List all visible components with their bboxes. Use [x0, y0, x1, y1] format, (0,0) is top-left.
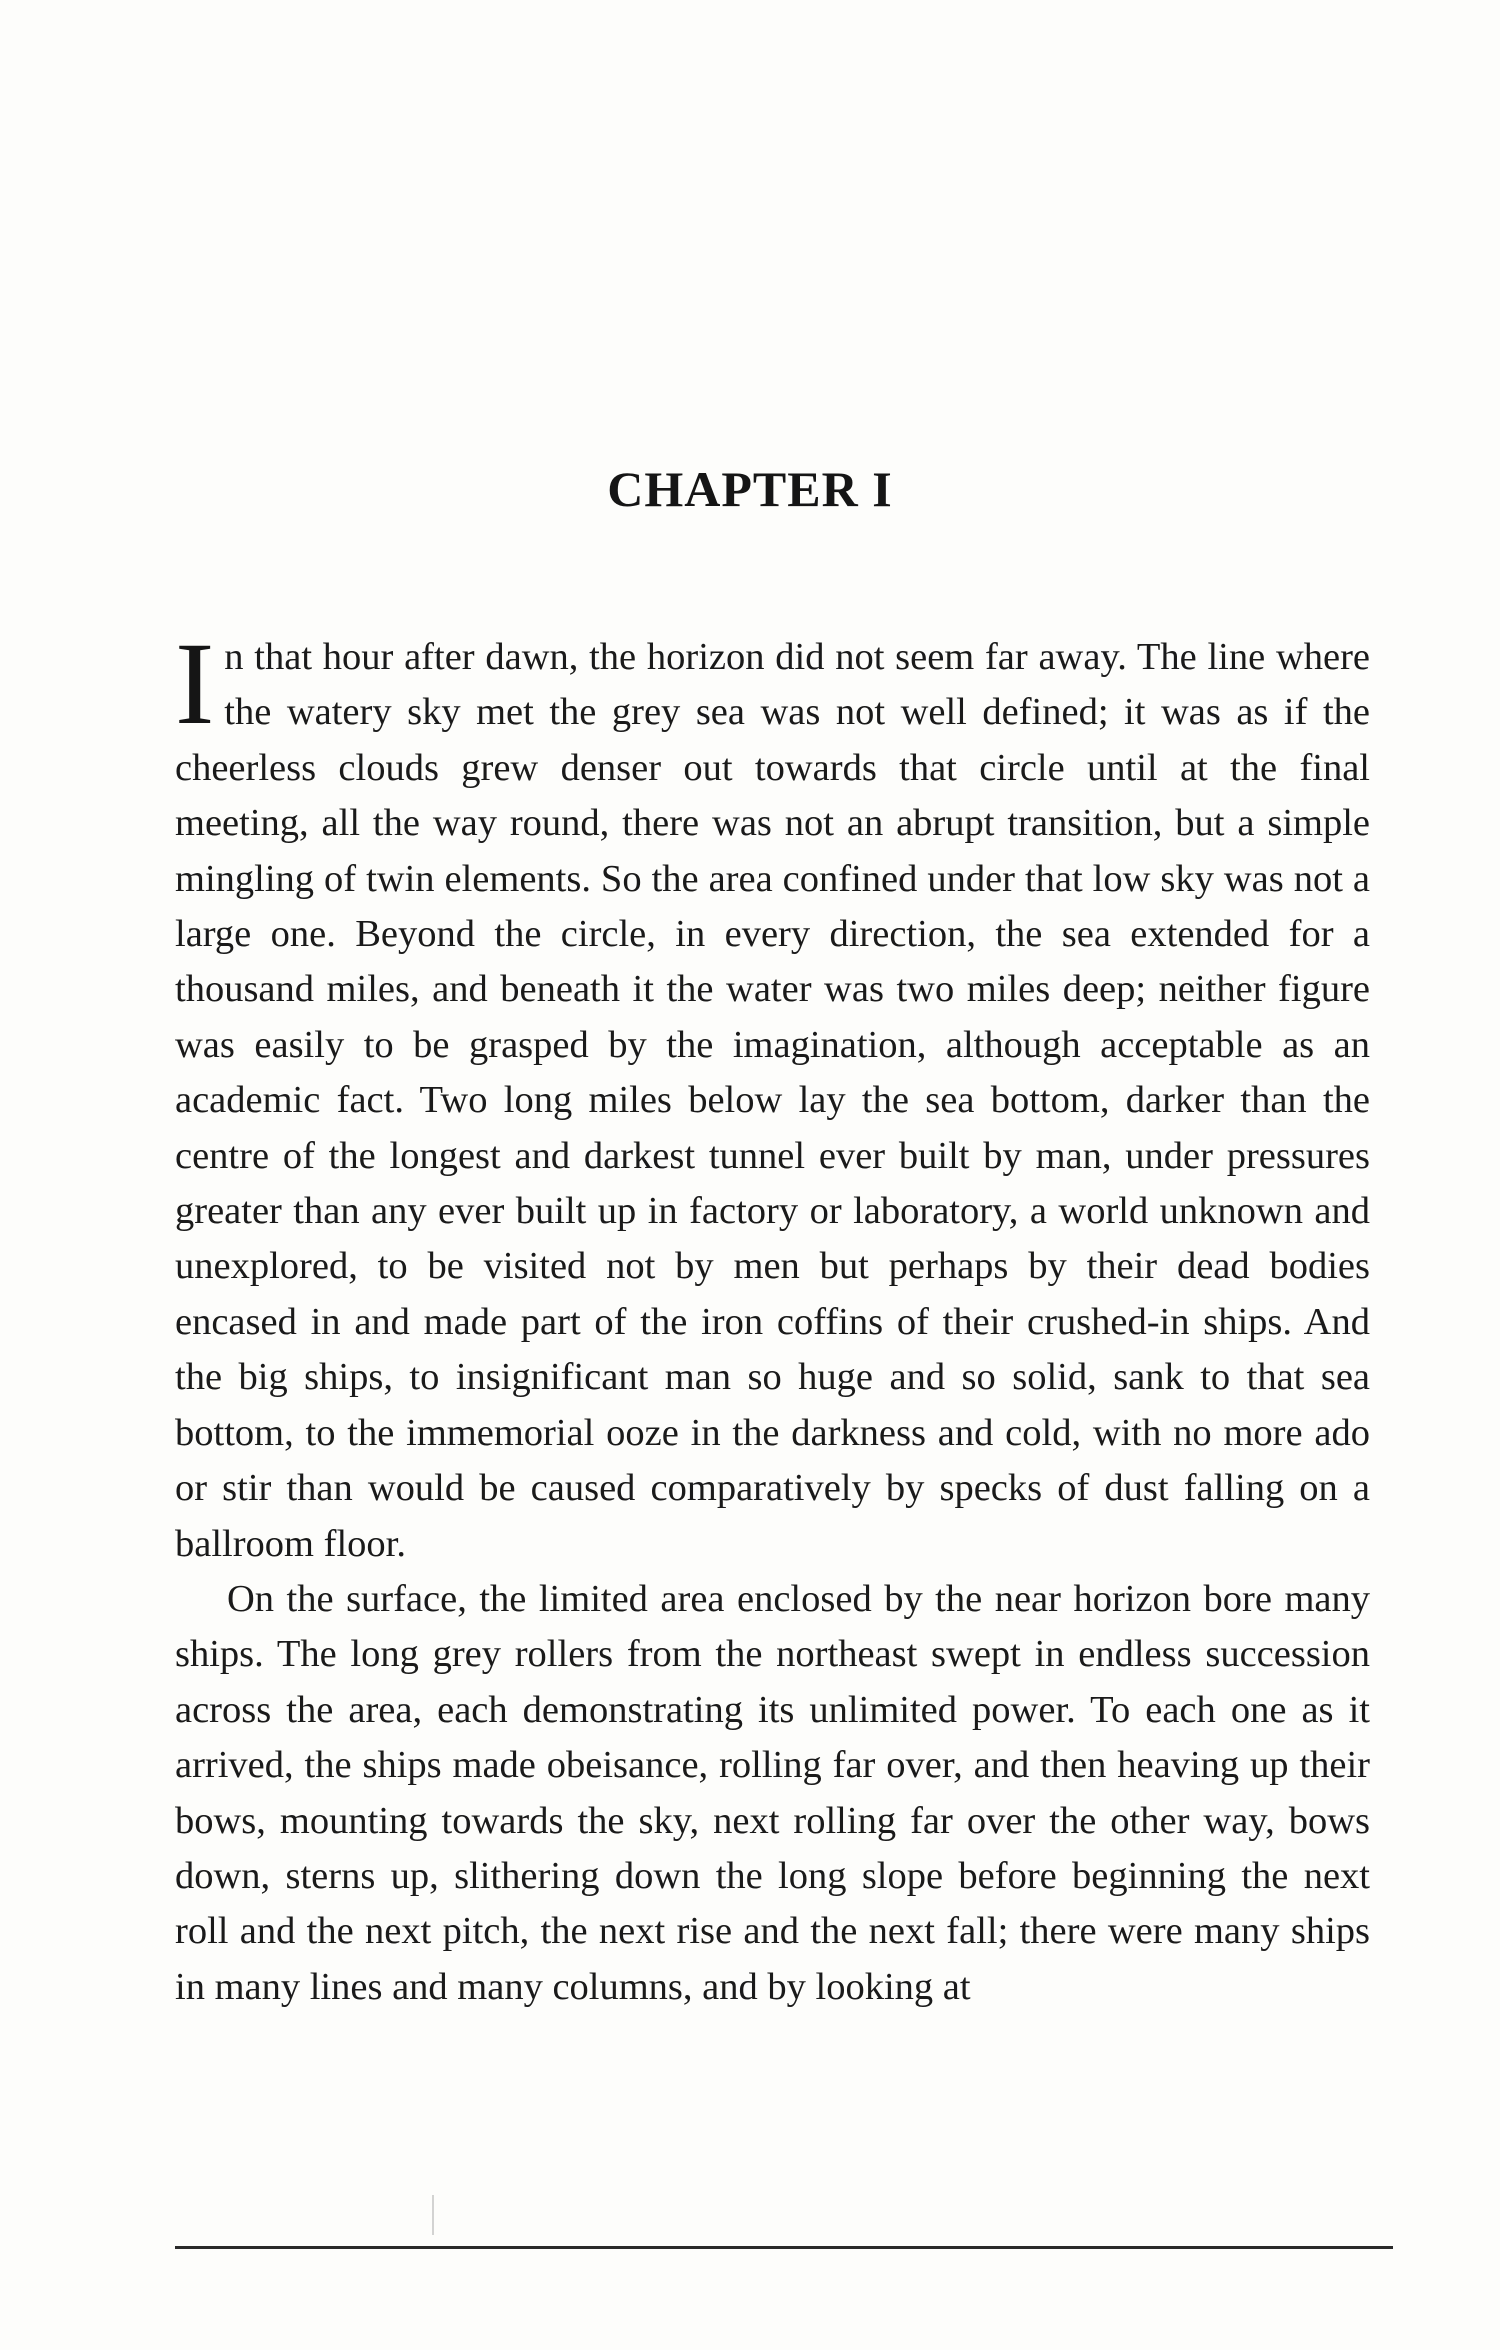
paragraph-1: [175, 618, 1370, 1572]
paragraph-2: On the surface, the limited area enclosed by the near horizon bore many ships. The long grey rollers from the northeast swept in endless succession across the area, each demonstrating its unlimited power. To each one as it arrived, the ships made obeisance, rolling far over, and then heaving up their bows, mounting towards the sky, next rolling far over the other way, bows down, sterns up, slithering down the long slope before beginning the next roll and the next pitch, the next rise and the next fall; there were many ships in many lines and many columns, and by looking at: [175, 1577, 1370, 2008]
chapter-title: CHAPTER I: [607, 461, 893, 517]
drop-cap: I: [175, 618, 215, 749]
scan-artifact: [432, 2195, 434, 2235]
paragraph-1-text: n that hour after dawn, the horizon did not seem far away. The line where the watery sky met the grey sea was not well defined; it was as if the cheerless clouds grew denser out towards that circle until at the final meeting, all the way round, there was not an abrupt transition, but a simple mingling of twin elements. So the area confined under that low sky was not a large one. Beyond the circle, in every direction, the sea extended for a thousand miles, and beneath it the water was two miles deep; neither figure was easily to be grasped by the imagination, although acceptable as an academic fact. Two long miles below lay the sea bottom, darker than the centre of the longest and darkest tunnel ever built by man, under pressures greater than any ever built up in factory or laboratory, a world unknown and unexplored, to be visited not by men but perhaps by their dead bodies encased in and made part of the iron coffins of their crushed-in ships. And the big ships, to insignificant man so huge and so solid, sank to that sea bottom, to the immemorial ooze in the darkness and cold, with no more ado or stir than would be caused comparatively by specks of dust falling on a ballroom floor.: [175, 636, 1370, 1565]
chapter-body: [175, 618, 1370, 2015]
footer-rule: [175, 2246, 1393, 2249]
